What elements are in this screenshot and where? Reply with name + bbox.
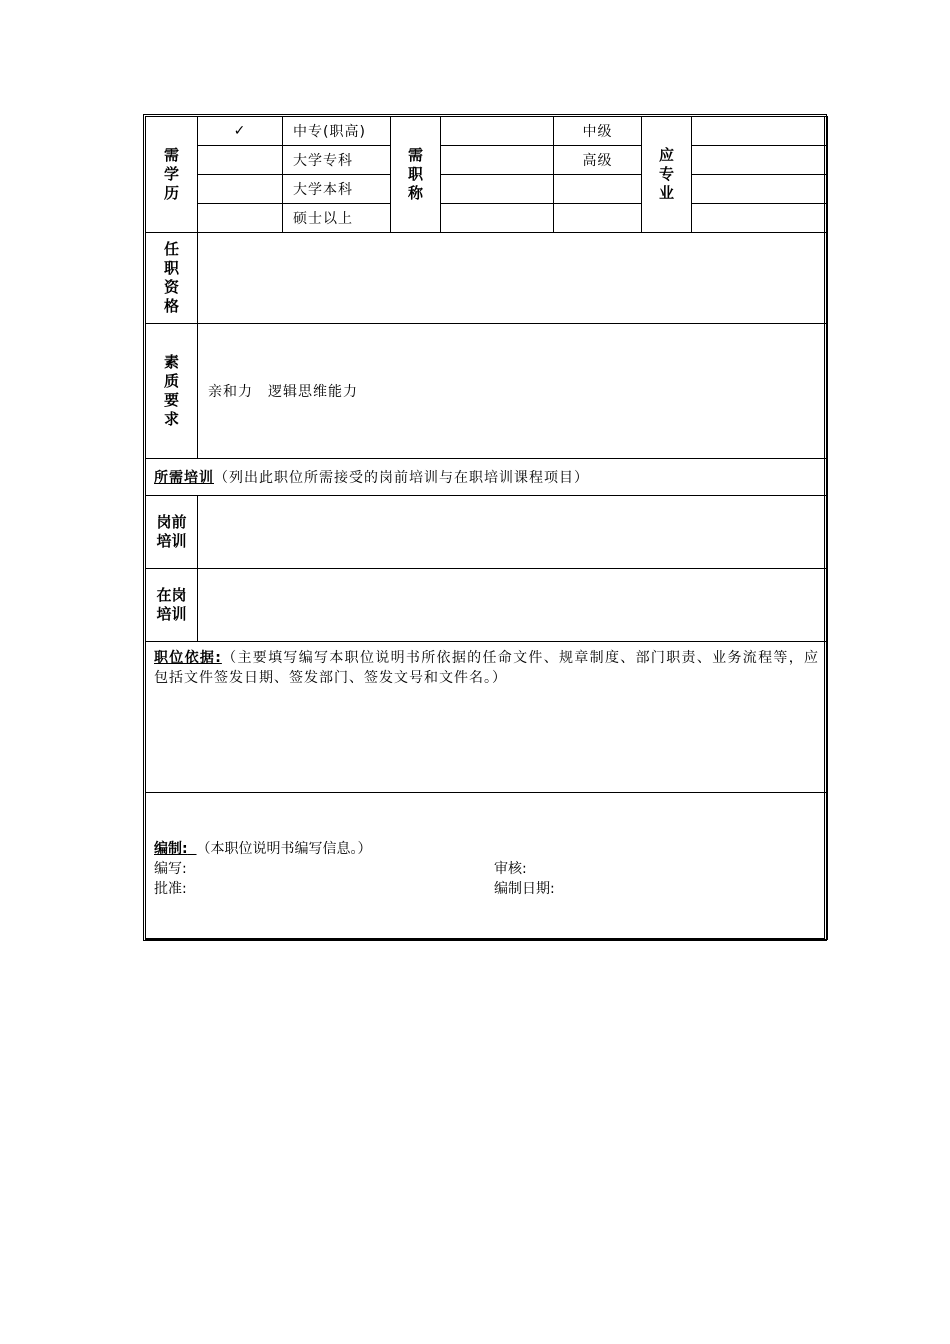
compile-title: 编制: — [154, 841, 188, 857]
quality-value[interactable]: 亲和力 逻辑思维能力 — [198, 324, 828, 459]
compile-note: （本职位说明书编写信息。） — [196, 841, 372, 857]
basis-section[interactable] — [146, 642, 828, 793]
education-check-1[interactable]: ✓ — [198, 117, 283, 146]
major-label: 应 专 业 — [642, 117, 692, 233]
on-training-value[interactable] — [198, 569, 828, 642]
title-label: 需 职 称 — [391, 117, 441, 233]
education-check-4[interactable] — [198, 204, 283, 233]
on-training-label: 在岗 培训 — [146, 569, 198, 642]
title-option-4 — [554, 204, 642, 233]
job-description-form — [145, 116, 828, 940]
education-option-3: 大学本科 — [283, 175, 391, 204]
major-field-4[interactable] — [692, 204, 828, 233]
major-field-3[interactable] — [692, 175, 828, 204]
major-field-2[interactable] — [692, 146, 828, 175]
title-check-4[interactable] — [441, 204, 554, 233]
title-check-1[interactable] — [441, 117, 554, 146]
qualification-label: 任 职 资 格 — [146, 233, 198, 324]
writer-label: 编写: — [154, 861, 187, 877]
education-label: 需 学 历 — [146, 117, 198, 233]
training-header — [146, 459, 828, 496]
title-option-1: 中级 — [554, 117, 642, 146]
title-option-3 — [554, 175, 642, 204]
basis-note: （主要填写编写本职位说明书所依据的任命文件、规章制度、部门职责、业务流程等，应包括文件签发日期、签发部门、签发文号和文件名。） — [154, 650, 820, 686]
quality-label: 素 质 要 求 — [146, 324, 198, 459]
education-option-1: 中专(职高) — [283, 117, 391, 146]
education-check-3[interactable] — [198, 175, 283, 204]
pre-training-value[interactable] — [198, 496, 828, 569]
compile-section — [146, 793, 828, 940]
training-note: （列出此职位所需接受的岗前培训与在职培训课程项目） — [214, 470, 589, 486]
title-check-3[interactable] — [441, 175, 554, 204]
pre-training-label: 岗前 培训 — [146, 496, 198, 569]
compile-block — [154, 839, 814, 899]
major-field-1[interactable] — [692, 117, 828, 146]
reviewer-label: 审核: — [494, 861, 527, 877]
basis-title: 职位依据: — [154, 650, 222, 666]
education-check-2[interactable] — [198, 146, 283, 175]
qualification-value[interactable] — [198, 233, 828, 324]
approver-label: 批准: — [154, 881, 187, 897]
training-title: 所需培训 — [154, 470, 214, 486]
title-check-2[interactable] — [441, 146, 554, 175]
education-option-4: 硕士以上 — [283, 204, 391, 233]
compile-date-label: 编制日期: — [494, 881, 555, 897]
title-option-2: 高级 — [554, 146, 642, 175]
education-option-2: 大学专科 — [283, 146, 391, 175]
